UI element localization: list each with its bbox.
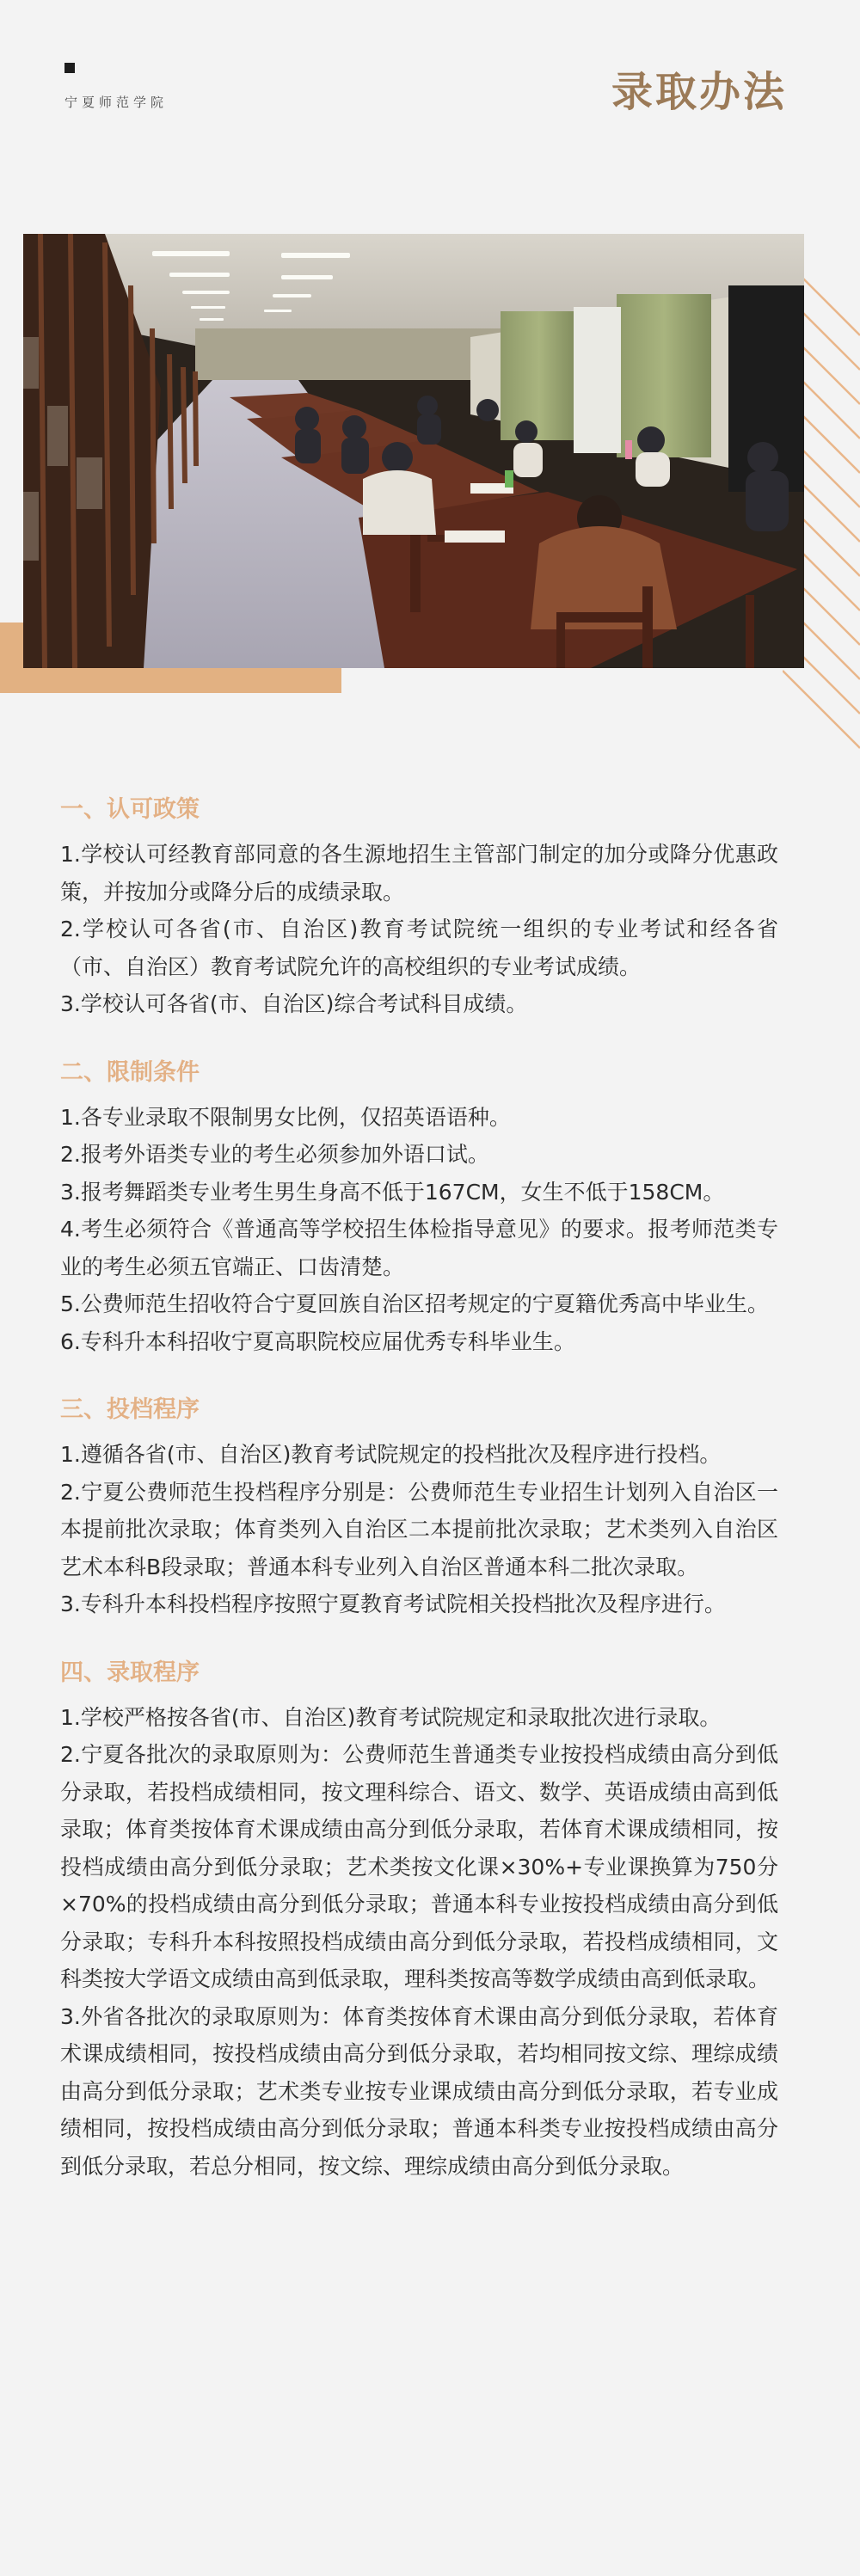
section-title: 四、录取程序 [60,1659,200,1686]
paragraph: 2.学校认可各省(市、自治区)教育考试院统一组织的专业考试和经各省（市、自治区）教育考试院允许的高校组织的专业考试成绩。 [60,917,778,979]
library-reading-room-icon [23,234,804,668]
section-restrictions [60,1054,778,1361]
paragraph: 1.学校严格按各省(市、自治区)教育考试院规定和录取批次进行录取。 [60,1704,722,1730]
section-title: 三、投档程序 [60,1396,200,1423]
paragraph: 3.学校认可各省(市、自治区)综合考试科目成绩。 [60,991,528,1016]
paragraph: 5.公费师范生招收符合宁夏回族自治区招考规定的宁夏籍优秀高中毕业生。 [60,1291,769,1316]
paragraph: 3.专科升本科投档程序按照宁夏教育考试院相关投档批次及程序进行。 [60,1592,726,1616]
paragraph: 1.各专业录取不限制男女比例，仅招英语语种。 [60,1104,511,1130]
paragraph: 2.宁夏各批次的录取原则为：公费师范生普通类专业按投档成绩由高分到低分录取，若投档成绩相同，按文理科综合、语文、数学、英语成绩由高到低录取；体育类按体育术课成绩由高分到低分录取，若体育术课成绩相同，按投档成绩由高分到低分录取；艺术类按文化课×30%+专业课换算为750分×70%的投档成绩由高分到低分录取；普通本科专业按投档成绩由高分到低分录取；专科升本科按照投档成绩由高分到低分录取，若投档成绩相同，文科类按大学语文成绩由高到低录取，理科类按高等数学成绩由高到低录取。 [60,1742,778,1991]
section-filing-procedure [60,1391,778,1623]
paragraph: 1.遵循各省(市、自治区)教育考试院规定的投档批次及程序进行投档。 [60,1442,722,1467]
content-body [60,791,778,2216]
paragraph: 3.报考舞蹈类专业考生男生身高不低于167CM，女生不低于158CM。 [60,1179,725,1205]
section-title: 二、限制条件 [60,1058,200,1086]
logo-square-icon [64,63,75,73]
paragraph: 1.学校认可经教育部同意的各生源地招生主管部门制定的加分或降分优惠政策，并按加分或降分后的成绩录取。 [60,842,778,905]
paragraph: 6.专科升本科招收宁夏高职院校应届优秀专科毕业生。 [60,1328,575,1354]
paragraph: 2.报考外语类专业的考生必须参加外语口试。 [60,1142,489,1167]
page-title: 录取办法 [611,68,787,116]
paragraph: 2.宁夏公费师范生投档程序分别是：公费师范生专业招生计划列入自治区一本提前批次录取；体育类列入自治区二本提前批次录取；艺术类列入自治区艺术本科B段录取；普通本科专业列入自治区普通本科二批次录取。 [60,1479,778,1579]
school-name: 宁夏师范学院 [64,95,169,110]
section-title: 一、认可政策 [60,796,200,823]
section-policy [60,791,778,1023]
section-admission-procedure [60,1654,778,2186]
library-photo [23,234,804,668]
paragraph: 3.外省各批次的录取原则为：体育类按体育术课由高分到低分录取，若体育术课成绩相同，按投档成绩由高分到低分录取，若均相同按文综、理综成绩由高分到低分录取；艺术类专业按专业课成绩由高分到低分录取，若专业成绩相同，按投档成绩由高分到低分录取；普通本科类专业按投档成绩由高分到低分录取，若总分相同，按文综、理综成绩由高分到低分录取。 [60,2003,778,2179]
paragraph: 4.考生必须符合《普通高等学校招生体检指导意见》的要求。报考师范类专业的考生必须五官端正、口齿清楚。 [60,1217,778,1279]
